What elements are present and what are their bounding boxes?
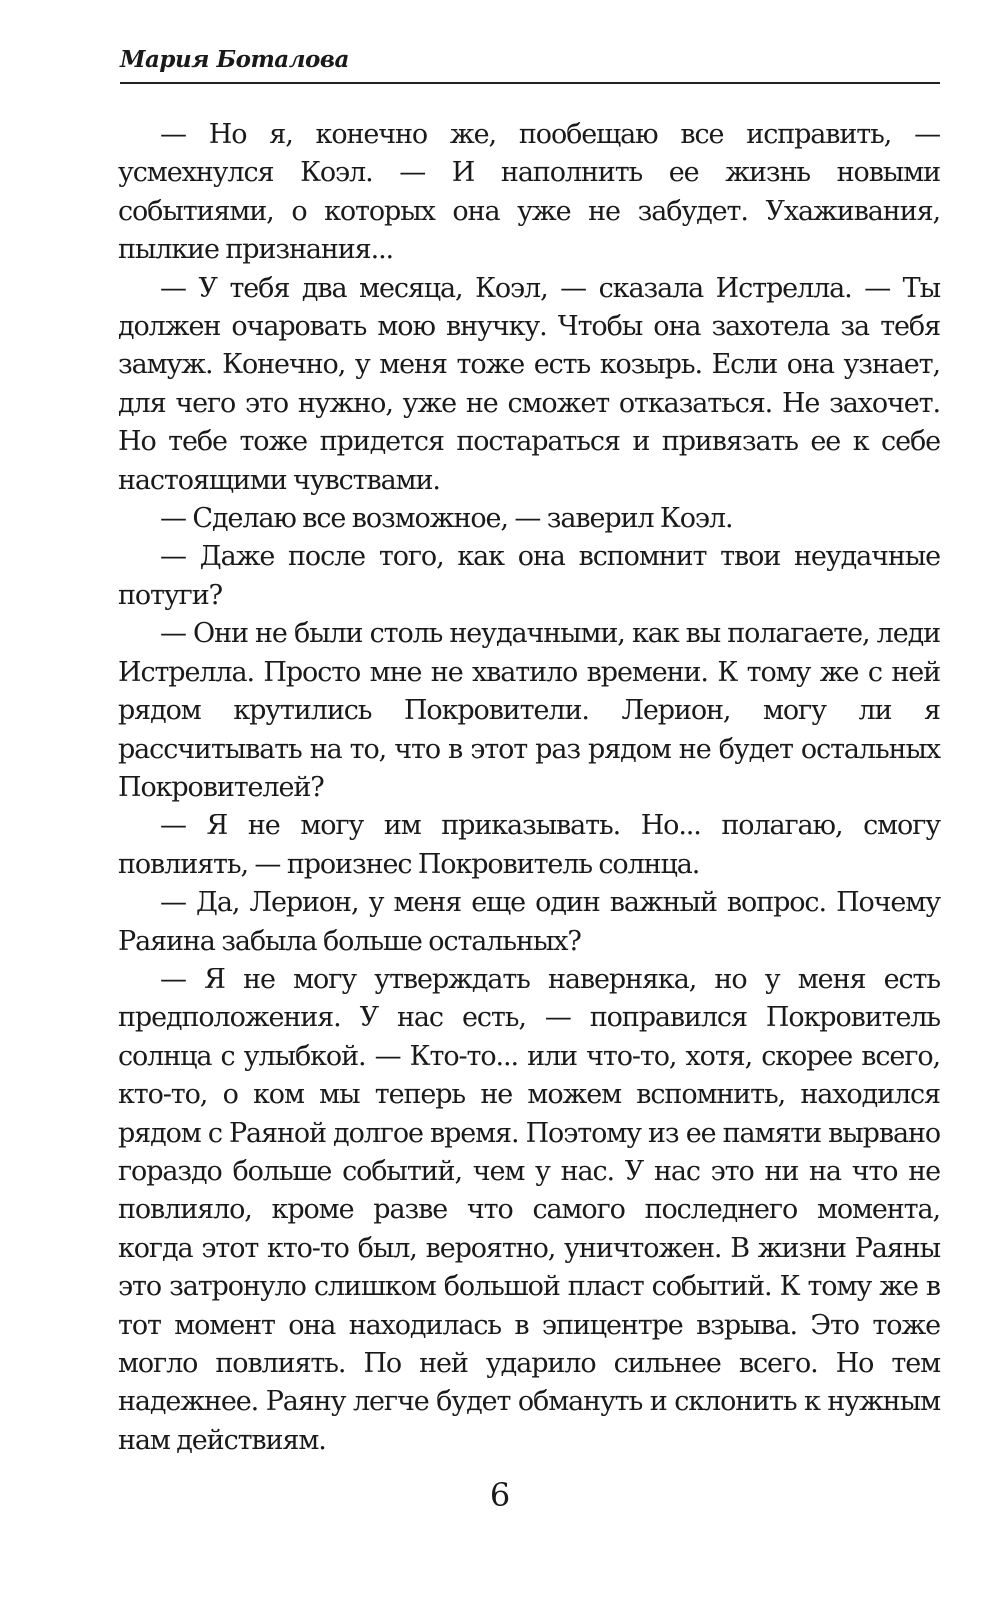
running-header bbox=[120, 42, 940, 84]
page-number: 6 bbox=[489, 1476, 511, 1514]
body-text bbox=[118, 116, 940, 1460]
paragraph: — Я не могу утверждать наверняка, но у меня есть предположения. У нас есть, — поправился Покровитель солнца с улыбкой. — Кто-то... или что-то, хотя, скорее всего, кто-то, о ком мы теперь не можем вспомнить, находился рядом с Раяной долгое время. Поэтому из ее памяти вырвано гораздо больше событий, чем у нас. У нас это ни на что не повлияло, кроме разве что самого последнего момента, когда этот кто-то был, вероятно, уничтожен. В жизни Раяны это затронуло слишком большой пласт событий. К тому же в тот момент она находилась в эпицентре взрыва. Это тоже могло повлиять. По ней ударило сильнее всего. Но тем надежнее. Раяну легче будет обмануть и склонить к нужным нам действиям. bbox=[118, 963, 940, 1456]
paragraph: — Даже после того, как она вспомнит твои неудачные потуги? bbox=[118, 541, 940, 611]
paragraph: — Да, Лерион, у меня еще один важный вопрос. Почему Раяина забыла больше остальных? bbox=[118, 887, 940, 957]
paragraph: — Я не могу им приказывать. Но... полагаю, смогу повлиять, — произнес Покровитель солнца. bbox=[118, 810, 940, 880]
paragraph: — Но я, конечно же, пообещаю все исправить, — усмехнулся Коэл. — И наполнить ее жизнь новыми событиями, о которых она уже не забудет. Ухаживания, пылкие признания... bbox=[118, 119, 940, 266]
paragraph: — Сделаю все возможное, — заверил Коэл. bbox=[160, 503, 733, 535]
author-name: Мария Боталова bbox=[120, 46, 349, 73]
paragraph: — У тебя два месяца, Коэл, — сказала Истрелла. — Ты должен очаровать мою внучку. Чтобы она захотела за тебя замуж. Конечно, у меня тоже есть козырь. Если она узнает, для чего это нужно, уже не сможет отказаться. Не захочет. Но тебе тоже придется постараться и привязать ее к себе настоящими чувствами. bbox=[118, 272, 940, 496]
paragraph: — Они не были столь неудачными, как вы полагаете, леди Истрелла. Просто мне не хватило времени. К тому же с ней рядом крутились Покровители. Лерион, могу ли я рассчитывать на то, что в этот раз рядом не будет остальных Покровителей? bbox=[118, 618, 940, 803]
